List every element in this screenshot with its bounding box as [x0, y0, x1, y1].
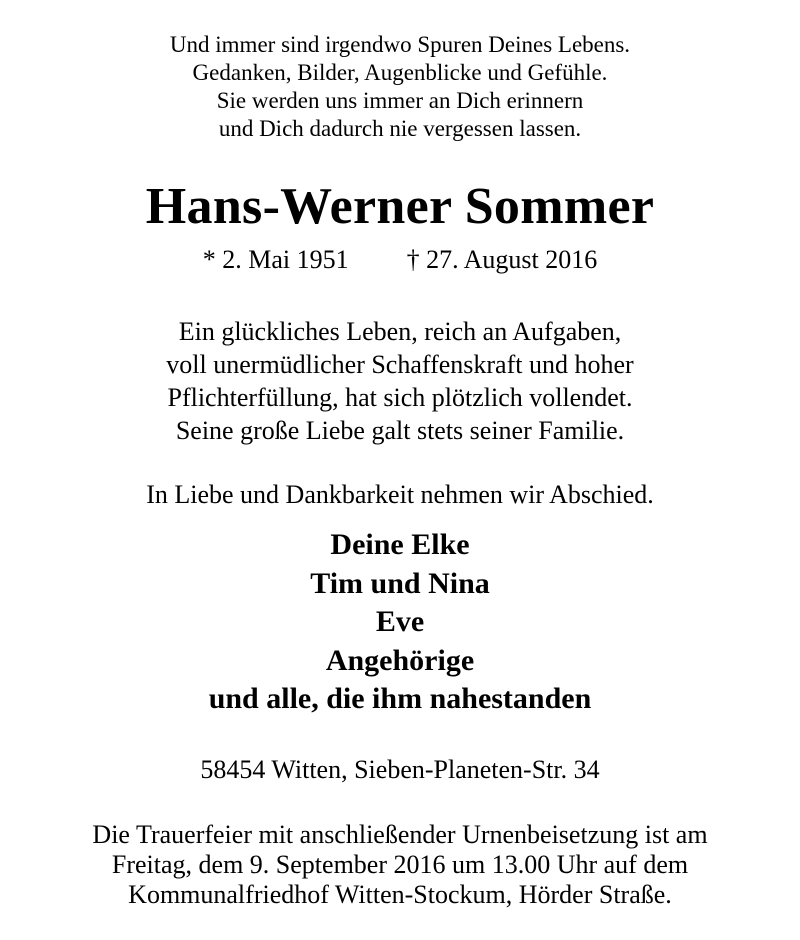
deceased-name: Hans-Werner Sommer: [145, 178, 655, 235]
mourner-name: Tim und Nina: [310, 566, 490, 600]
tribute-line: Ein glückliches Leben, reich an Aufgaben,: [178, 317, 622, 346]
tribute-line: Pflichterfüllung, hat sich plötzlich vollendet.: [167, 383, 633, 412]
tribute-line: voll unermüdlicher Schaffenskraft und hoher: [166, 350, 634, 379]
poem-line: Gedanken, Bilder, Augenblicke und Gefühle.: [192, 60, 608, 85]
birth-date: * 2. Mai 1951: [202, 245, 349, 274]
farewell-line: In Liebe und Dankbarkeit nehmen wir Abschied.: [146, 480, 654, 509]
poem-line: Und immer sind irgendwo Spuren Deines Lebens.: [169, 32, 631, 57]
tribute-line: Seine große Liebe galt stets seiner Familie.: [175, 416, 625, 445]
mourners-list: [0, 526, 800, 719]
mourner-name: und alle, die ihm nahestanden: [208, 682, 592, 715]
mourner-name: Angehörige: [325, 643, 475, 677]
family-address: 58454 Witten, Sieben-Planeten-Str. 34: [200, 755, 600, 784]
mourner-name: Eve: [375, 605, 425, 638]
memorial-poem: [0, 31, 800, 143]
service-line: Die Trauerfeier mit anschließender Urnenbeisetzung ist am: [92, 820, 708, 849]
service-line: Kommunalfriedhof Witten-Stockum, Hörder Straße.: [128, 880, 672, 909]
death-date: † 27. August 2016: [406, 245, 598, 274]
funeral-service-info: [0, 820, 800, 910]
life-dates: [0, 245, 800, 275]
tribute-text: [0, 315, 800, 447]
poem-line: Sie werden uns immer an Dich erinnern: [216, 88, 584, 113]
service-line: Freitag, dem 9. September 2016 um 13.00 Uhr auf dem: [111, 850, 689, 879]
poem-line: und Dich dadurch nie vergessen lassen.: [218, 116, 582, 141]
mourner-name: Deine Elke: [330, 528, 470, 561]
